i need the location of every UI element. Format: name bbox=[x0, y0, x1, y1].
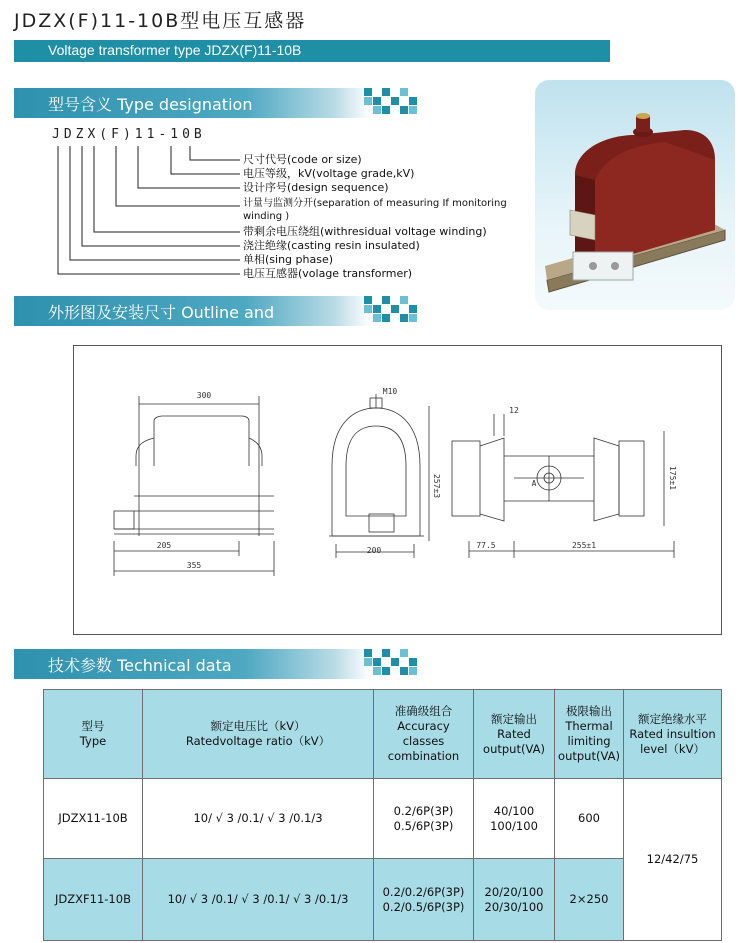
designation-item: 电压互感器(volage transformer) bbox=[243, 267, 413, 280]
cell-accuracy: 0.2/0.2/6P(3P) 0.2/0.5/6P(3P) bbox=[374, 859, 474, 941]
product-photo bbox=[535, 80, 735, 310]
dim-355: 355 bbox=[186, 561, 202, 570]
cell-insulation: 12/42/75 bbox=[624, 779, 722, 941]
cell-type: JDZX11-10B bbox=[44, 779, 143, 859]
section-header-outline bbox=[14, 296, 370, 342]
cell-rated-output: 40/100 100/100 bbox=[474, 779, 555, 859]
dim-175: 175±1 bbox=[668, 465, 677, 491]
section-header-designation bbox=[14, 88, 370, 118]
dim-205: 205 bbox=[156, 541, 172, 550]
dim-a: A bbox=[531, 479, 537, 488]
model-code: JDZX(F)11-10B bbox=[52, 127, 206, 142]
technical-data-table bbox=[43, 689, 722, 941]
designation-item: 带剩余电压绕组(withresidual voltage winding) bbox=[243, 225, 487, 238]
designation-item: 电压等级，kV(voltage grade,kV) bbox=[243, 167, 415, 180]
designation-item: 计量与监测分开(separation of measuring If monitoring bbox=[243, 198, 507, 209]
col-header-thermal-output: 极限输出 Thermal limiting output(VA) bbox=[555, 690, 624, 779]
dim-300: 300 bbox=[196, 391, 212, 400]
col-header-ratio: 额定电压比（kV） Ratedvoltage ratio（kV） bbox=[143, 690, 374, 779]
dim-77-5: 77.5 bbox=[476, 541, 496, 550]
section-header-technical bbox=[14, 649, 370, 679]
section-title-technical: 技术参数 Technical data bbox=[48, 656, 232, 675]
page-subtitle: Voltage transformer type JDZX(F)11-10B bbox=[48, 42, 302, 58]
cell-ratio: 10/ √ 3 /0.1/ √ 3 /0.1/3 bbox=[143, 779, 374, 859]
cell-thermal-output: 600 bbox=[555, 779, 624, 859]
col-header-insulation: 额定绝缘水平 Rated insultion level（kV） bbox=[624, 690, 722, 779]
designation-item: 单相(sing phase) bbox=[243, 253, 334, 266]
section-title-designation: 型号含义 Type designation bbox=[48, 95, 253, 114]
cell-accuracy: 0.2/6P(3P) 0.5/6P(3P) bbox=[374, 779, 474, 859]
decorative-squares-icon bbox=[364, 296, 417, 322]
dim-12: 12 bbox=[509, 406, 519, 415]
cell-type: JDZXF11-10B bbox=[44, 859, 143, 941]
col-header-rated-output: 额定输出 Rated output(VA) bbox=[474, 690, 555, 779]
cell-thermal-output: 2×250 bbox=[555, 859, 624, 941]
title-banner bbox=[14, 40, 610, 62]
dim-200: 200 bbox=[366, 546, 382, 555]
designation-item: winding ) bbox=[243, 211, 290, 222]
page-title: JDZX(F)11-10B型电压互感器 bbox=[14, 10, 307, 32]
decorative-squares-icon bbox=[364, 88, 417, 114]
designation-item: 浇注绝缘(casting resin insulated) bbox=[243, 239, 420, 252]
dim-257: 257±3 bbox=[432, 473, 441, 499]
designation-item: 尺寸代号(code or size) bbox=[243, 153, 362, 166]
col-header-type: 型号 Type bbox=[44, 690, 143, 779]
dim-255: 255±1 bbox=[571, 541, 597, 550]
cell-ratio: 10/ √ 3 /0.1/ √ 3 /0.1/ √ 3 /0.1/3 bbox=[143, 859, 374, 941]
designation-item: 设计序号(design sequence) bbox=[243, 181, 389, 194]
section-title-outline: 外形图及安装尺寸 Outline and dimensions bbox=[48, 303, 275, 342]
col-header-accuracy: 准确级组合 Accuracy classes combination bbox=[374, 690, 474, 779]
table-row bbox=[44, 779, 722, 859]
outline-drawing bbox=[73, 345, 722, 635]
decorative-squares-icon bbox=[364, 649, 417, 675]
cell-rated-output: 20/20/100 20/30/100 bbox=[474, 859, 555, 941]
dim-m10: M10 bbox=[382, 387, 398, 396]
table-header-row bbox=[44, 690, 722, 779]
table-row bbox=[44, 859, 722, 941]
